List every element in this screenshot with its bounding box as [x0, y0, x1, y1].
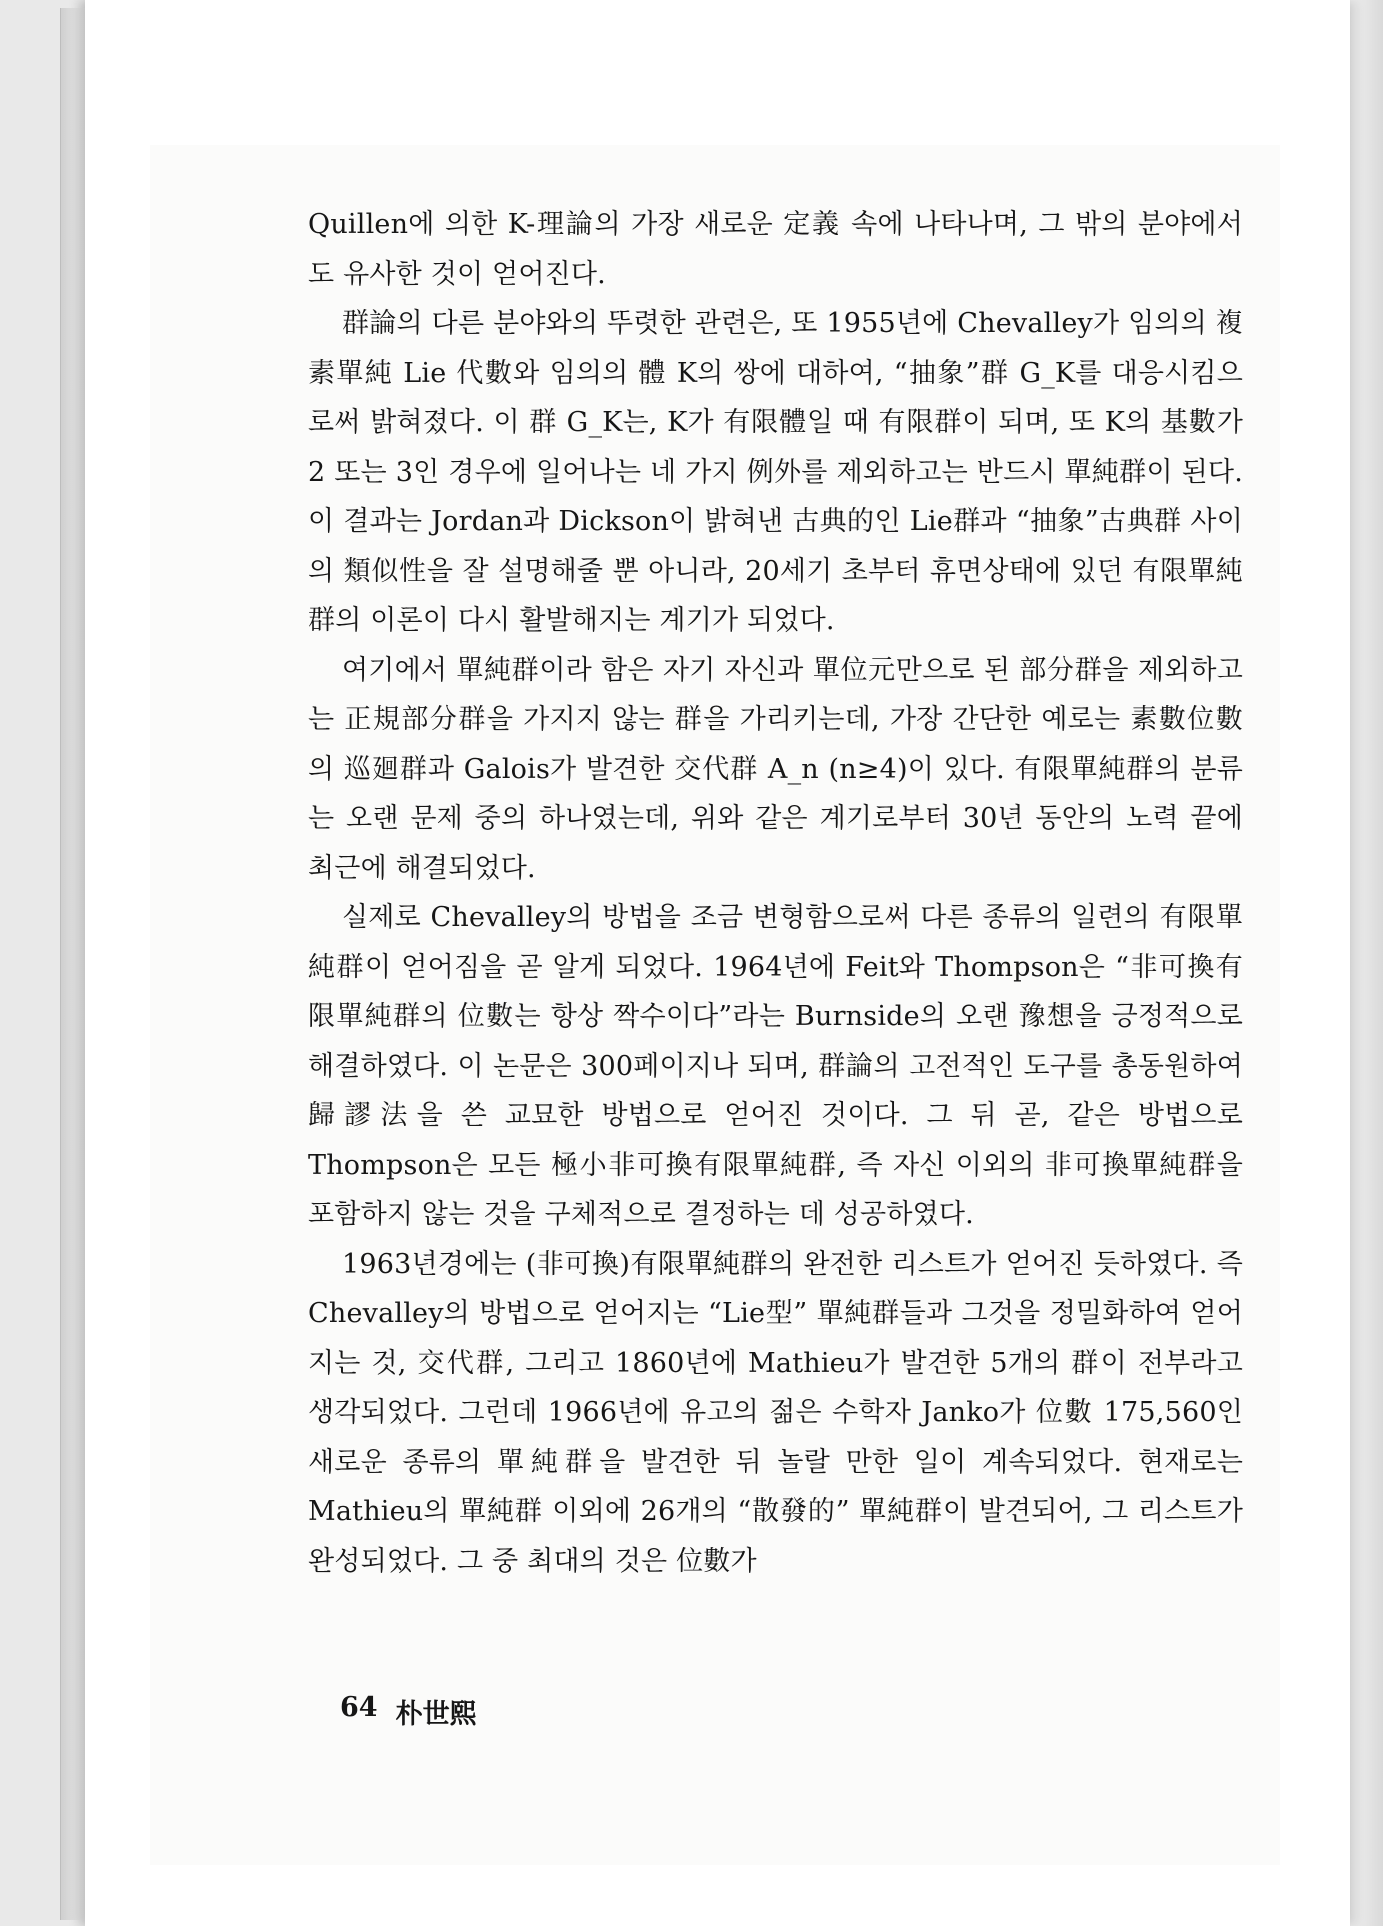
- page-number: 64: [340, 1692, 378, 1723]
- paragraph-3: 여기에서 單純群이라 함은 자기 자신과 單位元만으로 된 部分群을 제외하고는 正規部分群을 가지지 않는 群을 가리키는데, 가장 간단한 예로는 素數位數의 巡廻群과 Galois가 발견한 交代群 A_n (n≥4)이 있다. 有限單純群의 분류는 오랜 문제 중의 하나였는데, 위와 같은 계기로부터 30년 동안의 노력 끝에 최근에 해결되었다.: [308, 654, 1243, 884]
- body-text: [308, 200, 1243, 1586]
- paragraph-2: 群論의 다른 분야와의 뚜렷한 관련은, 또 1955년에 Chevalley가 임의의 複素單純 Lie 代數와 임의의 體 K의 쌍에 대하여, “抽象”群 G_K를 대응시킴으로써 밝혀졌다. 이 群 G_K는, K가 有限體일 때 有限群이 되며, 또 K의 基數가 2 또는 3인 경우에 일어나는 네 가지 例外를 제외하고는 반드시 單純群이 된다. 이 결과는 Jordan과 Dickson이 밝혀낸 古典的인 Lie群과 “抽象”古典群 사이의 類似性을 잘 설명해줄 뿐 아니라, 20세기 초부터 휴면상태에 있던 有限單純群의 이론이 다시 활발해지는 계기가 되었다.: [308, 308, 1243, 636]
- paragraph-5: 1963년경에는 (非可換)有限單純群의 완전한 리스트가 얻어진 듯하였다. 즉 Chevalley의 방법으로 얻어지는 “Lie型” 單純群들과 그것을 정밀화하여 얻어지는 것, 交代群, 그리고 1860년에 Mathieu가 발견한 5개의 群이 전부라고 생각되었다. 그런데 1966년에 유고의 젊은 수학자 Janko가 位數 175,560인 새로운 종류의 單純群을 발견한 뒤 놀랄 만한 일이 계속되었다. 현재로는 Mathieu의 單純群 이외에 26개의 “散發的” 單純群이 발견되어, 그 리스트가 완성되었다. 그 중 최대의 것은 位數가: [308, 1248, 1243, 1577]
- page-footer: [340, 1692, 477, 1731]
- author-name: 朴世熙: [395, 1699, 477, 1730]
- paragraph-4: 실제로 Chevalley의 방법을 조금 변형함으로써 다른 종류의 일련의 有限單純群이 얻어짐을 곧 알게 되었다. 1964년에 Feit와 Thompson은 “非可換有限單純群의 位數는 항상 짝수이다”라는 Burnside의 오랜 豫想을 긍정적으로 해결하였다. 이 논문은 300페이지나 되며, 群論의 고전적인 도구를 총동원하여 歸謬法을 쓴 교묘한 방법으로 얻어진 것이다. 그 뒤 곧, 같은 방법으로 Thompson은 모든 極小非可換有限單純群, 즉 자신 이외의 非可換單純群을 포함하지 않는 것을 구체적으로 결정하는 데 성공하였다.: [308, 902, 1243, 1230]
- paragraph-1: Quillen에 의한 K-理論의 가장 새로운 定義 속에 나타나며, 그 밖의 분야에서도 유사한 것이 얻어진다.: [308, 209, 1243, 290]
